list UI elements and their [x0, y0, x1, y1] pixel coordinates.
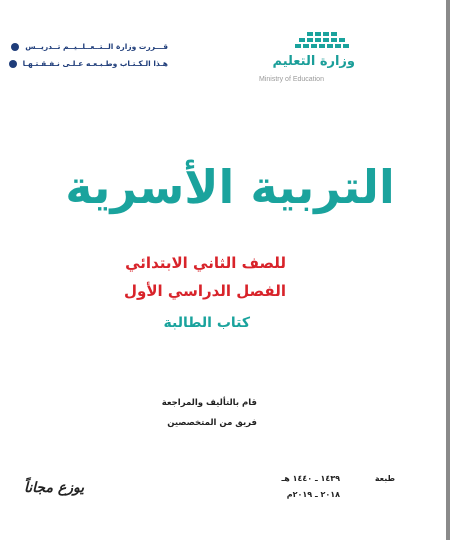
free-distribution-label: يوزع مجاناً	[24, 480, 85, 496]
semester-label: الفصل الدراسي الأول	[124, 282, 286, 300]
credits-line-2: فريق من المتخصصين	[167, 418, 257, 428]
notice-text-2: هـذا الـكـتـاب وطـبـعـه عـلـى نـفـقـتـهـا	[22, 59, 168, 68]
notice-line-1	[25, 40, 168, 53]
notice-text-1: قـــررت وزارة الــتــعــلــيــم تــدريــس	[25, 42, 168, 51]
page-edge	[446, 0, 450, 540]
edition-label: طبعة	[374, 474, 395, 483]
bullet-icon	[11, 43, 19, 51]
book-type-label: كتاب الطالبة	[163, 315, 250, 331]
book-title: التربية الأسرية	[65, 160, 395, 214]
ministry-name-en: Ministry of Education	[259, 76, 324, 83]
notice-line-2	[22, 57, 168, 70]
edition-hijri: ١٤٣٩ ـ ١٤٤٠ هـ	[281, 474, 340, 483]
ministry-notice	[22, 40, 168, 74]
ministry-logo	[255, 30, 365, 92]
ministry-name-ar: وزارة التعليم	[272, 54, 355, 69]
bullet-icon	[9, 60, 17, 68]
edition-gregorian: ٢٠١٨ ـ ٢٠١٩م	[286, 490, 340, 499]
credits-line-1: قام بالتأليف والمراجعة	[161, 398, 257, 408]
grade-label: للصف الثاني الابتدائي	[125, 254, 286, 272]
ministry-logo-icon	[293, 30, 353, 50]
